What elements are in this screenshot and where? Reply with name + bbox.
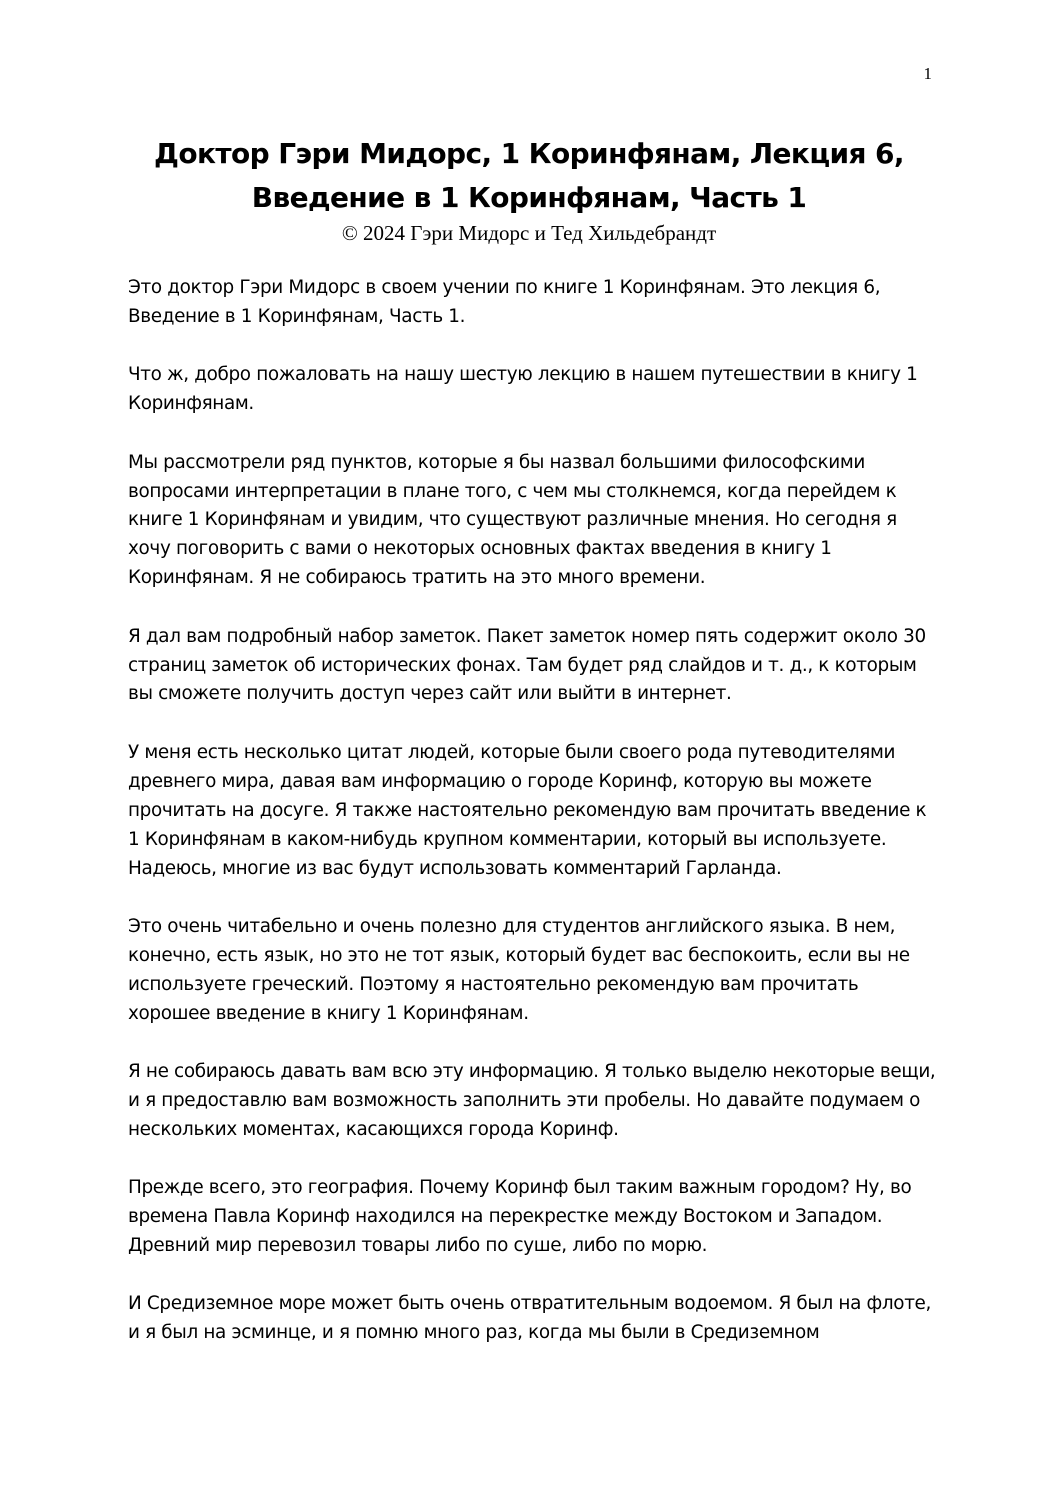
paragraph-3: Мы рассмотрели ряд пунктов, которые я бы назвал большими философскими вопросами интерпретации в плане того, с чем мы столкнемся, когда перейдем к книге 1 Коринфянам и увидим, что существуют различные мнения. Но сегодня я хочу поговорить с вами о некоторых основных фактах введения в книгу 1 Коринфянам. Я не собираюсь тратить на это много времени. — [128, 451, 897, 589]
document-body — [128, 274, 940, 1378]
paragraph-8: Прежде всего, это география. Почему Коринф был таким важным городом? Ну, во времена Павла Коринф находился на перекрестке между Востоком и Западом. Древний мир перевозил товары либо по суше, либо по морю. — [128, 1177, 912, 1257]
paragraph-5: У меня есть несколько цитат людей, которые были своего рода путеводителями древнего мира, давая вам информацию о городе Коринф, которую вы можете прочитать на досуге. Я также настоятельно рекомендую вам прочитать введение к 1 Коринфянам в каком-нибудь крупном комментарии, который вы используете. Надеюсь, многие из вас будут использовать комментарий Гарланда. — [128, 741, 927, 879]
title-line-1: Доктор Гэри Мидорс, 1 Коринфянам, Лекция 6, — [154, 137, 904, 170]
page-number: 1 — [923, 64, 932, 83]
copyright-line: © 2024 Гэри Мидорс и Тед Хильдебрандт — [341, 221, 717, 245]
paragraph-9: И Средиземное море может быть очень отвратительным водоемом. Я был на флоте, и я был на эсминце, и я помню много раз, когда мы были в Средиземном — [128, 1293, 932, 1344]
document-title — [100, 132, 958, 220]
paragraph-2: Что ж, добро пожаловать на нашу шестую лекцию в нашем путешествии в книгу 1 Коринфянам. — [128, 364, 918, 415]
paragraph-6: Это очень читабельно и очень полезно для студентов английского языка. В нем, конечно, есть язык, но это не тот язык, который будет вас беспокоить, если вы не используете греческий. Поэтому я настоятельно рекомендую вам прочитать хорошее введение в книгу 1 Коринфянам. — [128, 915, 910, 1024]
paragraph-7: Я не собираюсь давать вам всю эту информацию. Я только выделю некоторые вещи, и я предоставлю вам возможность заполнить эти пробелы. Но давайте подумаем о нескольких моментах, касающихся города Коринф. — [128, 1061, 936, 1140]
paragraph-1: Это доктор Гэри Мидорс в своем учении по книге 1 Коринфянам. Это лекция 6, Введение в 1 Коринфянам, Часть 1. — [128, 277, 881, 327]
paragraph-4: Я дал вам подробный набор заметок. Пакет заметок номер пять содержит около 30 страниц заметок об исторических фонах. Там будет ряд слайдов и т. д., к которым вы сможете получить доступ через сайт или выйти в интернет. — [128, 625, 926, 705]
title-line-2: Введение в 1 Коринфянам, Часть 1 — [251, 181, 807, 214]
